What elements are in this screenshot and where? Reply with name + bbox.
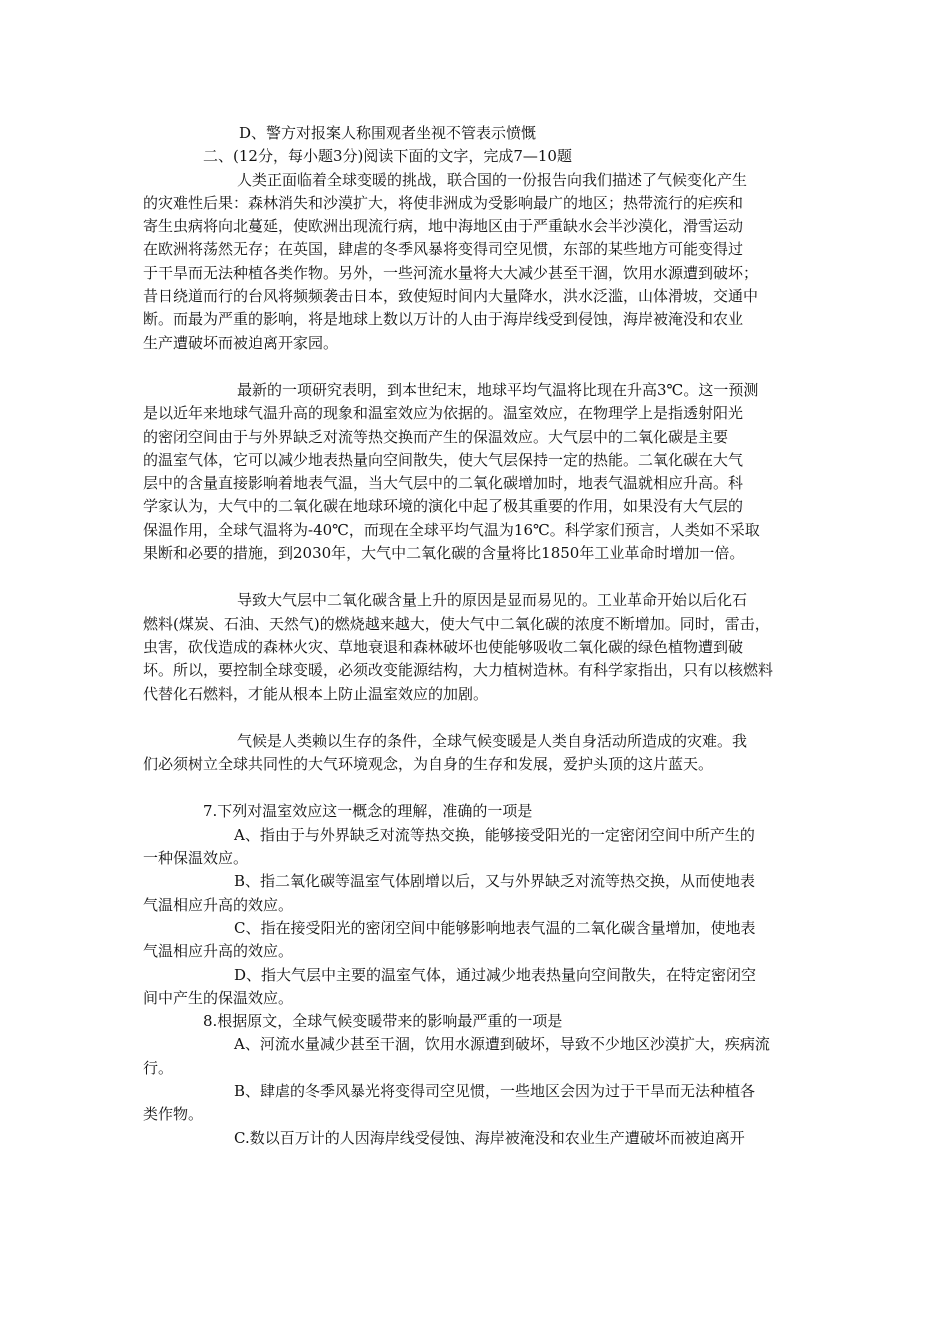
section-heading: 二、(12分，每小题3分)阅读下面的文字，完成7—10题 (203, 147, 572, 166)
option-a-continued: 行。 (143, 1058, 174, 1077)
passage-line: 虫害，砍伐造成的森林火灾、草地衰退和森林破坏也使能够吸收二氧化碳的绿色植物遭到破 (143, 637, 744, 656)
passage-line: 昔日绕道而行的台风将频频袭击日本，致使短时间内大量降水，洪水泛滥，山体滑坡，交通中 (143, 287, 759, 306)
question-7 (143, 800, 810, 1010)
passage-line: 断。而最为严重的影响，将是地球上数以万计的人由于海岸线受到侵蚀，海岸被淹没和农业 (143, 310, 744, 329)
passage-line: 生产遭破坏而被迫离开家园。 (143, 333, 339, 352)
passage-line: 导致大气层中二氧化碳含量上升的原因是显而易见的。工业革命开始以后化石 (237, 591, 748, 610)
passage-line: 寄生虫病将向北蔓延，使欧洲出现流行病，地中海地区由于严重缺水会半沙漠化，滑雪运动 (143, 217, 744, 236)
option-d: D、指大气层中主要的温室气体，通过减少地表热量向空间散失，在特定密闭空 (234, 965, 757, 984)
passage-line: 果断和必要的措施，到2030年，大气中二氧化碳的含量将比1850年工业革命时增加一倍。 (143, 544, 745, 563)
passage-line: 于干旱而无法种植各类作物。另外，一些河流水量将大大减少甚至干涸，饮用水源遭到破坏； (143, 263, 759, 282)
option-b: B、肆虐的冬季风暴光将变得司空见惯，一些地区会因为过于干旱而无法种植各 (234, 1081, 756, 1100)
passage-line: 层中的含量直接影响着地表气温，当大气层中的二氧化碳增加时，地表气温就相应升高。科 (143, 474, 744, 493)
prev-question-option-d: D、警方对报案人称围观者坐视不管表示愤慨 (239, 124, 537, 142)
option-d-continued: 间中产生的保温效应。 (143, 988, 294, 1007)
passage-line: 保温作用，全球气温将为-40℃，而现在全球平均气温为16℃。科学家们预言，人类如不采取 (143, 520, 760, 539)
passage-paragraph-1 (143, 169, 810, 355)
passage-line: 们必须树立全球共同性的大气环境观念，为自身的生存和发展，爱护头顶的这片蓝天。 (143, 755, 714, 774)
passage-line: 的温室气体，它可以减少地表热量向空间散失，使大气层保持一定的热能。二氧化碳在大气 (143, 450, 744, 469)
passage-paragraph-2 (143, 379, 810, 565)
passage-line: 的密闭空间由于与外界缺乏对流等热交换而产生的保温效应。大气层中的二氧化碳是主要 (143, 427, 729, 446)
option-b-continued: 类作物。 (143, 1105, 204, 1124)
passage-paragraph-3 (143, 589, 810, 705)
passage-line: 学家认为，大气中的二氧化碳在地球环境的演化中起了极其重要的作用，如果没有大气层的 (143, 497, 744, 516)
option-a: A、河流水量减少甚至干涸，饮用水源遭到破坏，导致不少地区沙漠扩大，疾病流 (234, 1035, 770, 1054)
option-b: B、指二氧化碳等温室气体剧增以后，又与外界缺乏对流等热交换，从而使地表 (234, 872, 756, 891)
passage-line: 最新的一项研究表明，到本世纪末，地球平均气温将比现在升高3℃。这一预测 (237, 380, 759, 399)
option-c-continued: 气温相应升高的效应。 (143, 942, 294, 961)
passage-line: 的灾难性后果：森林消失和沙漠扩大，将使非洲成为受影响最广的地区；热带流行的疟疾和 (143, 193, 744, 212)
passage-line: 燃料(煤炭、石油、天然气)的燃烧越来越大，使大气中二氧化碳的浓度不断增加。同时，雷击， (143, 614, 770, 633)
question-stem: 8.根据原文，全球气候变暖带来的影响最严重的一项是 (203, 1012, 563, 1031)
paragraph-gap (143, 776, 810, 800)
paragraph-gap (143, 565, 810, 589)
question-8 (143, 1010, 810, 1150)
passage-line: 坏。所以，要控制全球变暖，必须改变能源结构，大力植树造林。有科学家指出，只有以核燃料 (143, 661, 774, 680)
passage-paragraph-4 (143, 730, 810, 777)
option-c: C.数以百万计的人因海岸线受侵蚀、海岸被淹没和农业生产遭破坏而被迫离开 (234, 1128, 745, 1147)
passage-line: 是以近年来地球气温升高的现象和温室效应为依据的。温室效应，在物理学上是指透射阳光 (143, 404, 744, 423)
paragraph-gap (143, 706, 810, 730)
option-b-continued: 气温相应升高的效应。 (143, 895, 294, 914)
passage-line: 在欧洲将荡然无存；在英国，肆虐的冬季风暴将变得司空见惯，东部的某些地方可能变得过 (143, 240, 744, 259)
question-stem: 7.下列对温室效应这一概念的理解，准确的一项是 (203, 802, 533, 821)
paragraph-gap (143, 355, 810, 379)
passage-line: 人类正面临着全球变暖的挑战，联合国的一份报告向我们描述了气候变化产生 (237, 170, 748, 189)
passage-line: 代替化石燃料，才能从根本上防止温室效应的加剧。 (143, 684, 489, 703)
option-a-continued: 一种保温效应。 (143, 849, 249, 868)
passage-line: 气候是人类赖以生存的条件，全球气候变暖是人类自身活动所造成的灾难。我 (237, 731, 748, 750)
option-a: A、指由于与外界缺乏对流等热交换，能够接受阳光的一定密闭空间中所产生的 (234, 825, 755, 844)
option-c: C、指在接受阳光的密闭空间中能够影响地表气温的二氧化碳含量增加，使地表 (234, 918, 756, 937)
